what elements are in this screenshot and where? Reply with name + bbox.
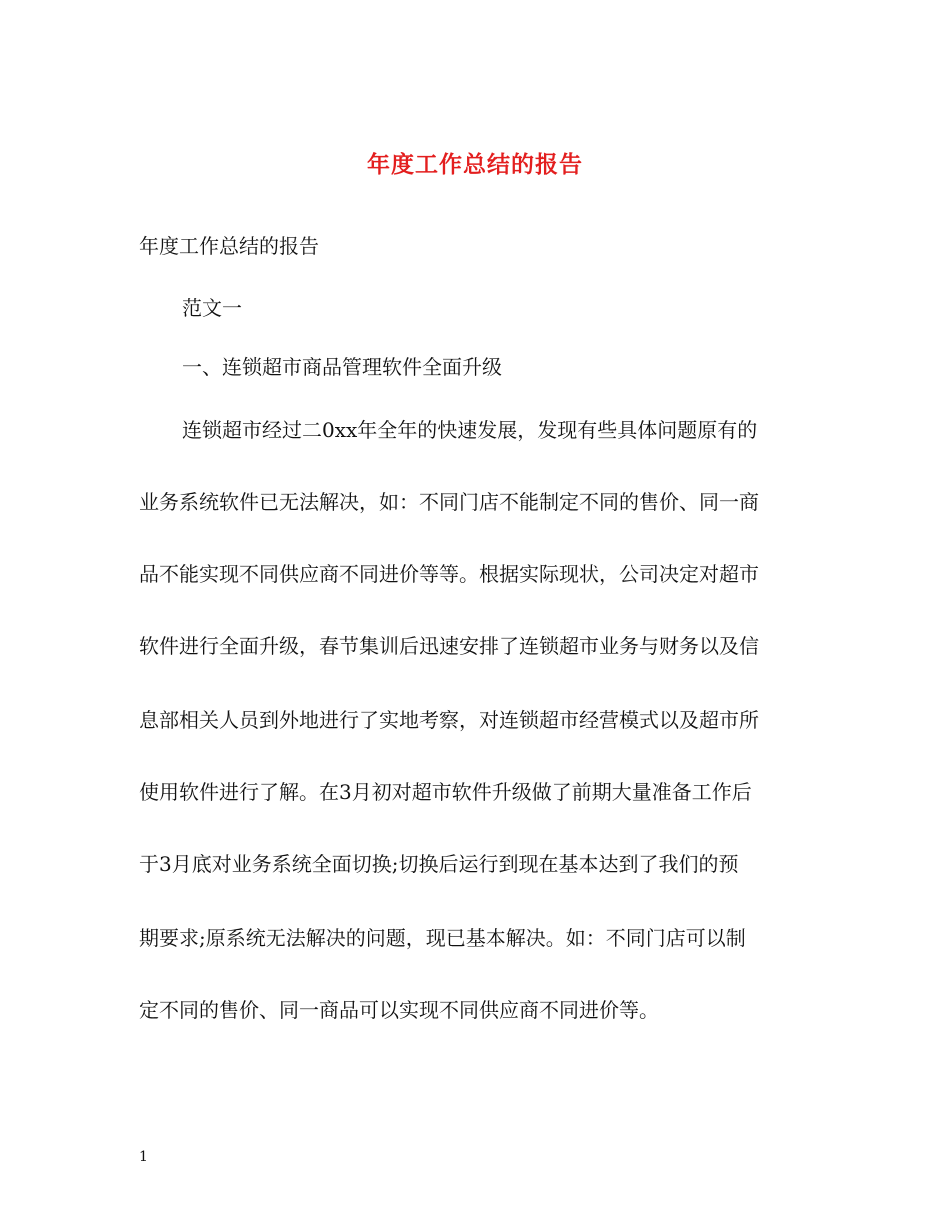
document-subtitle: 年度工作总结的报告 [139,234,319,258]
paragraph-line: 息部相关人员到外地进行了实地考察，对连锁超市经营模式以及超市所 [139,708,759,732]
document-title: 年度工作总结的报告 [367,151,583,178]
paragraph-line: 定不同的售价、同一商品可以实现不同供应商不同进价等。 [139,998,659,1022]
paragraph-line: 期要求;原系统无法解决的问题，现已基本解决。如：不同门店可以制 [139,926,746,950]
paragraph-line: 业务系统软件已无法解决，如：不同门店不能制定不同的售价、同一商 [139,490,759,514]
paragraph-line: 品不能实现不同供应商不同进价等等。根据实际现状，公司决定对超市 [139,562,759,586]
paragraph-line: 连锁超市经过二0xx年全年的快速发展，发现有些具体问题原有的 [182,418,758,442]
paragraph-line: 于3月底对业务系统全面切换;切换后运行到现在基本达到了我们的预 [139,852,739,876]
section-heading: 一、连锁超市商品管理软件全面升级 [182,355,502,379]
paragraph-line: 软件进行全面升级，春节集训后迅速安排了连锁超市业务与财务以及信 [139,634,759,658]
paragraph-line: 使用软件进行了解。在3月初对超市软件升级做了前期大量准备工作后 [139,780,752,804]
page-number: 1 [139,1149,148,1165]
section-label: 范文一 [182,296,242,320]
